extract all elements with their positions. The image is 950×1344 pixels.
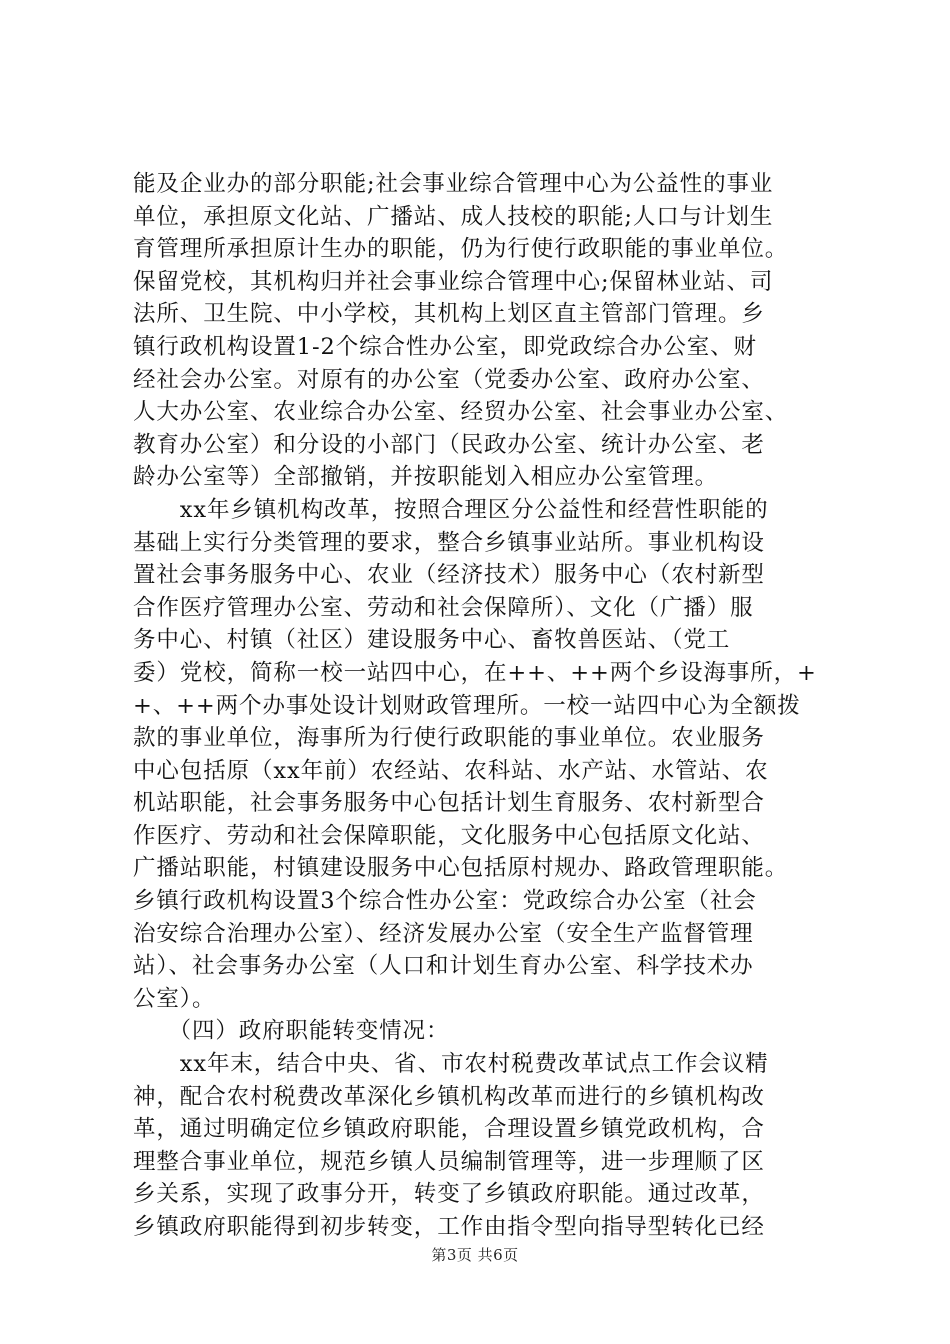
text-line: 机站职能，社会事务服务中心包括计划生育服务、农村新型合 <box>133 790 765 817</box>
text-line: 单位，承担原文化站、广播站、成人技校的职能;人口与计划生 <box>133 203 774 230</box>
text-line: 务中心、村镇（社区）建设服务中心、畜牧兽医站、（党工 <box>133 627 731 654</box>
text-line: 乡镇行政机构设置3个综合性办公室：党政综合办公室（社会 <box>133 888 757 915</box>
text-line: 保留党校，其机构归并社会事业综合管理中心;保留林业站、司 <box>133 268 774 295</box>
text-line: 作医疗、劳动和社会保障职能，文化服务中心包括原文化站、 <box>133 822 765 849</box>
text-line: 乡镇政府职能得到初步转变，工作由指令型向指导型转化已经 <box>133 1214 765 1240</box>
text-line: 委）党校，简称一校一站四中心，在++、++两个乡设海事所，+ <box>133 659 817 686</box>
text-line: 乡关系，实现了政事分开，转变了乡镇政府职能。通过改革， <box>133 1181 765 1208</box>
text-line: 中心包括原（xx年前）农经站、农科站、水产站、水管站、农 <box>133 757 769 784</box>
text-line: 育管理所承担原计生办的职能，仍为行使行政职能的事业单位。 <box>133 236 789 263</box>
text-line: 理整合事业单位，规范乡镇人员编制管理等，进一步理顺了区 <box>133 1148 765 1175</box>
text-line: 公室）。 <box>133 985 216 1012</box>
page-footer: 第3页 共6页 <box>431 1246 519 1264</box>
text-line: 教育办公室）和分设的小部门（民政办公室、统计办公室、老 <box>133 431 765 458</box>
text-line: 广播站职能，村镇建设服务中心包括原村规办、路政管理职能。 <box>133 855 789 882</box>
text-line: 置社会事务服务中心、农业（经济技术）服务中心（农村新型 <box>133 562 765 589</box>
text-line: 经社会办公室。对原有的办公室（党委办公室、政府办公室、 <box>133 366 765 393</box>
text-line: xx年末，结合中央、省、市农村税费改革试点工作会议精 <box>133 1051 769 1078</box>
text-line: 基础上实行分类管理的要求，整合乡镇事业站所。事业机构设 <box>133 529 765 556</box>
text-line: 人大办公室、农业综合办公室、经贸办公室、社会事业办公室、 <box>133 399 789 426</box>
text-line: 法所、卫生院、中小学校，其机构上划区直主管部门管理。乡 <box>133 301 765 328</box>
text-line: 站）、社会事务办公室（人口和计划生育办公室、科学技术办 <box>133 953 754 980</box>
text-line: +、++两个办事处设计划财政管理所。一校一站四中心为全额拨 <box>133 692 801 719</box>
text-line: 治安综合治理办公室）、经济发展办公室（安全生产监督管理 <box>133 920 754 947</box>
text-line: （四）政府职能转变情况： <box>133 1018 450 1045</box>
text-line: 革，通过明确定位乡镇政府职能，合理设置乡镇党政机构，合 <box>133 1116 765 1143</box>
text-line: 镇行政机构设置1-2个综合性办公室，即党政综合办公室、财 <box>133 333 757 360</box>
text-line: 款的事业单位，海事所为行使行政职能的事业单位。农业服务 <box>133 725 765 752</box>
text-line: 能及企业办的部分职能;社会事业综合管理中心为公益性的事业 <box>133 171 774 197</box>
text-line: 合作医疗管理办公室、劳动和社会保障所）、文化（广播）服 <box>133 594 754 621</box>
text-line: 龄办公室等）全部撤销，并按职能划入相应办公室管理。 <box>133 464 719 491</box>
text-line: 神，配合农村税费改革深化乡镇机构改革而进行的乡镇机构改 <box>133 1083 765 1110</box>
body-text <box>133 168 833 1244</box>
text-line: xx年乡镇机构改革，按照合理区分公益性和经营性职能的 <box>133 496 769 523</box>
